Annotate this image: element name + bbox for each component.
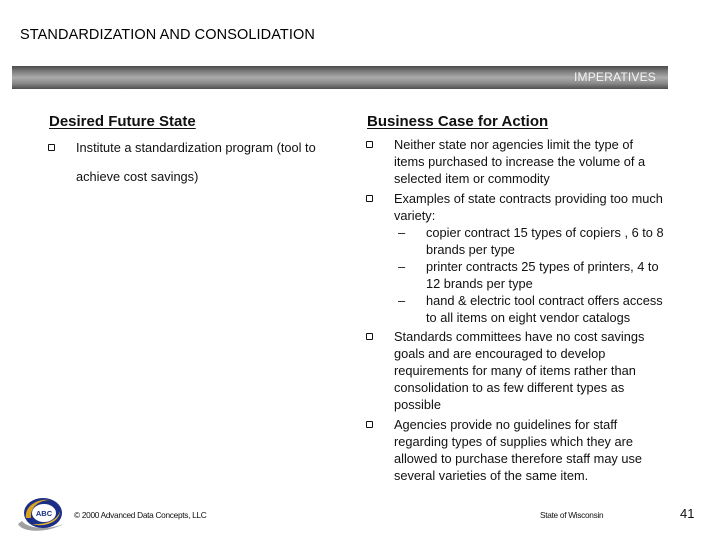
sub-item-text: hand & electric tool contract offers access to all items on eight vendor catalogs bbox=[426, 293, 663, 325]
page-number: 41 bbox=[680, 506, 695, 521]
bullet-text: Standards committees have no cost savings goals and are encouraged to develop requirements for many of items rather than consolidation to as few different types as possible bbox=[394, 329, 645, 412]
sub-item-text: copier contract 15 types of copiers , 6 to 8 brands per type bbox=[426, 225, 664, 257]
sub-list-item bbox=[394, 258, 664, 292]
right-bullet-list bbox=[366, 136, 664, 484]
list-item bbox=[366, 328, 664, 413]
list-item bbox=[48, 133, 351, 191]
dash-bullet-icon: – bbox=[398, 293, 406, 308]
bullet-text: Examples of state contracts providing too much variety: bbox=[394, 191, 663, 223]
company-logo bbox=[14, 494, 68, 534]
bullet-text: Neither state nor agencies limit the type of items purchased to increase the volume of a selected item or commodity bbox=[394, 137, 646, 186]
dash-bullet-icon: – bbox=[398, 225, 406, 240]
right-column-heading: Business Case for Action bbox=[367, 113, 549, 130]
section-banner bbox=[12, 66, 668, 89]
left-column-heading: Desired Future State bbox=[49, 113, 196, 130]
abc-logo-icon bbox=[14, 494, 68, 534]
hollow-square-bullet-icon bbox=[366, 141, 373, 148]
hollow-square-bullet-icon bbox=[48, 144, 55, 151]
dash-bullet-icon: – bbox=[398, 259, 406, 274]
hollow-square-bullet-icon bbox=[366, 333, 373, 340]
sub-item-text: printer contracts 25 types of printers, 4 to 12 brands per type bbox=[426, 259, 659, 291]
slide-title: STANDARDIZATION AND CONSOLIDATION bbox=[20, 27, 315, 43]
banner-label: IMPERATIVES bbox=[574, 70, 656, 84]
bullet-line-1: Institute a standardization program (tool to bbox=[76, 140, 316, 155]
bullet-text: Agencies provide no guidelines for staff regarding types of supplies which they are allowed to purchase therefore staff may use several varieties of the same item. bbox=[394, 417, 643, 483]
sub-list-item bbox=[394, 224, 664, 258]
hollow-square-bullet-icon bbox=[366, 421, 373, 428]
list-item bbox=[366, 190, 664, 326]
bullet-line-2: achieve cost savings) bbox=[76, 169, 199, 184]
left-bullet-list bbox=[48, 133, 351, 191]
svg-text:ABC: ABC bbox=[35, 509, 53, 518]
sub-list-item bbox=[394, 292, 664, 326]
footer-organization: State of Wisconsin bbox=[540, 510, 604, 520]
list-item bbox=[366, 416, 664, 484]
sub-bullet-list bbox=[394, 224, 664, 326]
list-item bbox=[366, 136, 664, 187]
hollow-square-bullet-icon bbox=[366, 195, 373, 202]
copyright-notice: © 2000 Advanced Data Concepts, LLC bbox=[74, 510, 207, 520]
